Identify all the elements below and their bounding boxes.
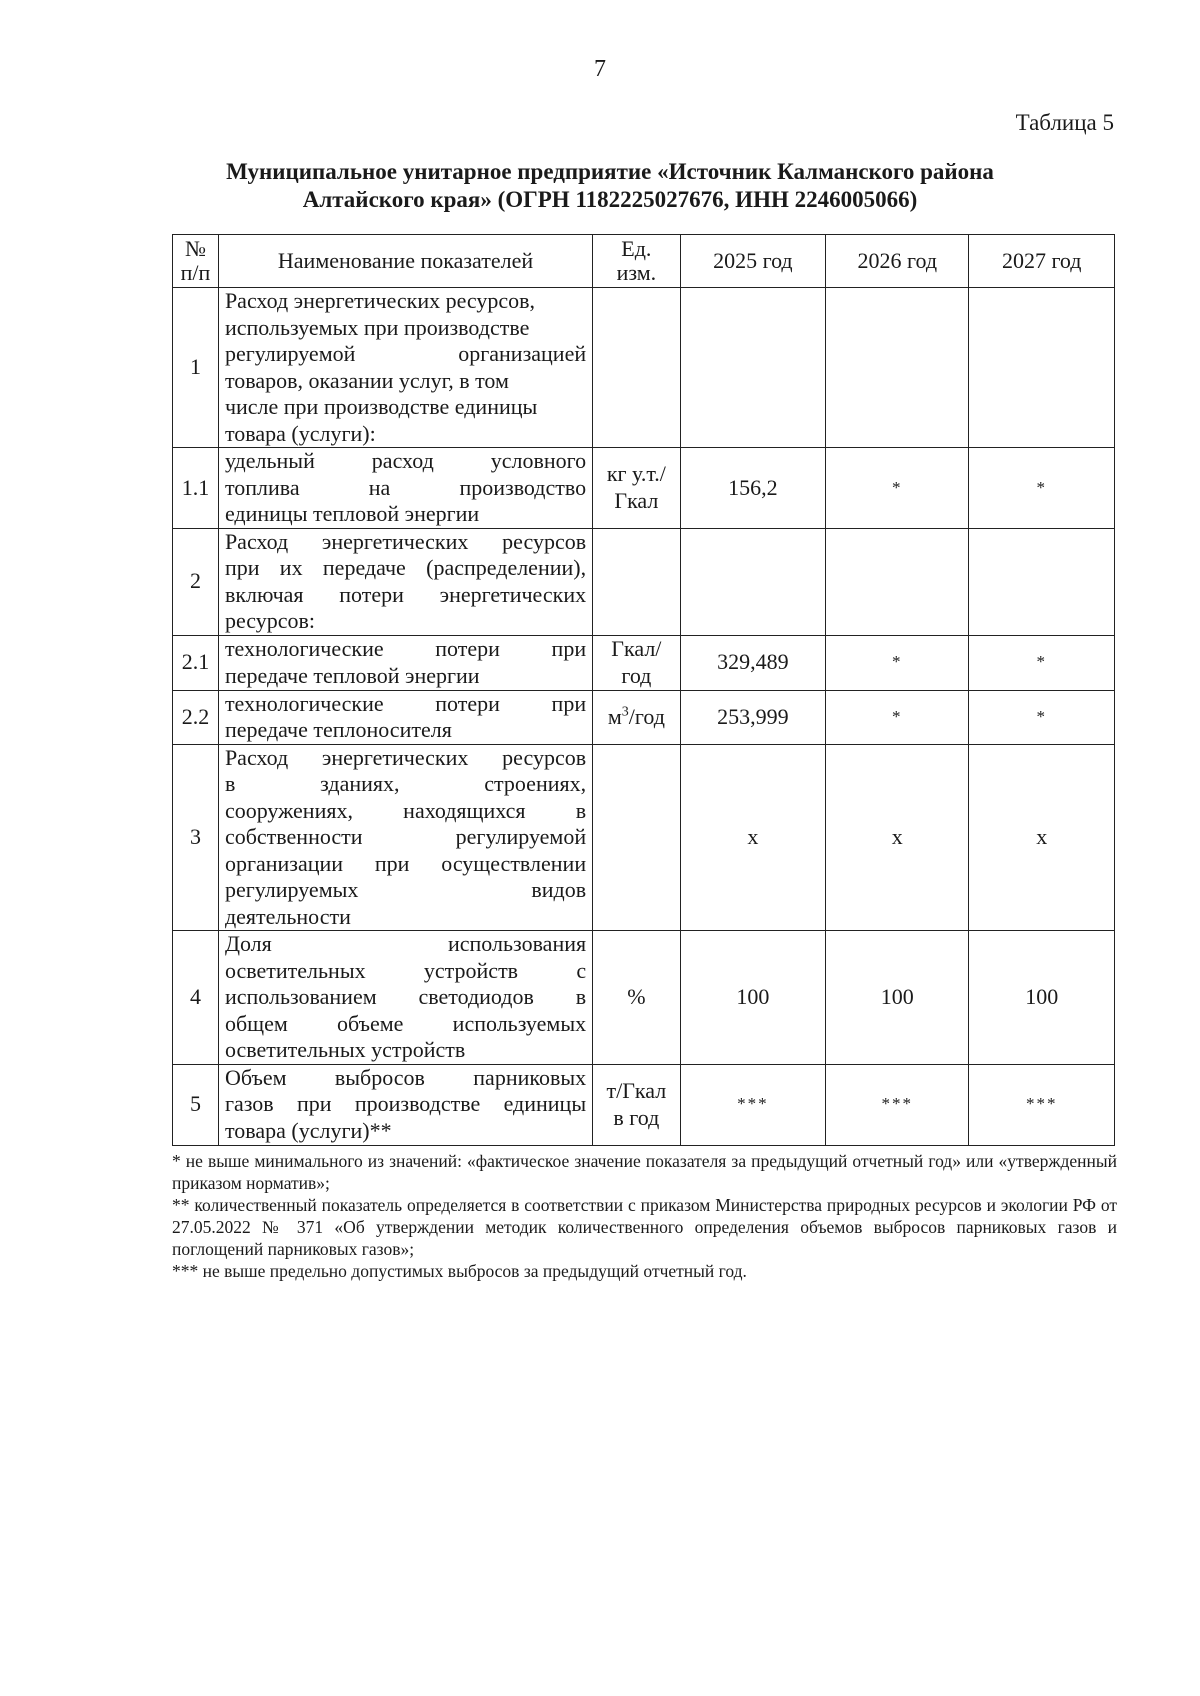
row-num: 2.2 [173,690,219,744]
header-2025: 2025 год [680,235,826,288]
row-unit [593,744,681,931]
page-number: 7 [594,56,606,82]
row-value-2026 [826,288,969,448]
row-name: удельный расход условного топлива на производство единицы тепловой энергии [218,448,592,529]
header-2027: 2027 год [969,235,1115,288]
header-2026: 2026 год [826,235,969,288]
row-value-2025 [680,528,826,635]
header-num: № п/п [173,235,219,288]
row-value-2026: * [826,690,969,744]
row-value-2027 [969,528,1115,635]
table-row [173,635,1115,690]
row-value-2027: * [969,690,1115,744]
header-name: Наименование показателей [218,235,592,288]
document-title [180,158,1040,214]
table-row [173,1064,1115,1145]
row-value-2027: 100 [969,931,1115,1065]
row-value-2025: 100 [680,931,826,1065]
table-row [173,744,1115,931]
table-label: Таблица 5 [1015,110,1114,135]
row-value-2026: 100 [826,931,969,1065]
row-value-2026: * [826,448,969,529]
row-name: Объем выбросов парниковых газов при производстве единицы товара (услуги)** [218,1064,592,1145]
row-num: 1.1 [173,448,219,529]
row-value-2025: 156,2 [680,448,826,529]
row-unit: $м^3$/год [593,690,681,744]
row-name: Расход энергетических ресурсов при их передаче (распределении), включая потери энергетических ресурсов: [218,528,592,635]
row-value-2026: *** [826,1064,969,1145]
row-value-2027: * [969,448,1115,529]
row-num: 2 [173,528,219,635]
row-name: Расход энергетических ресурсов в зданиях, строениях, сооружениях, находящихся в собственности регулируемой организации при осуществлении регулируемых видов деятельности [218,744,592,931]
row-value-2025: *** [680,1064,826,1145]
footnote-1: * не выше минимального из значений: «фактическое значение показателя за предыдущий отчетный год» или «утвержденный приказом норматив»; [172,1151,1117,1193]
row-num: 1 [173,288,219,448]
row-unit [593,288,681,448]
row-unit: кг у.т./ Гкал [593,448,681,529]
row-value-2026: х [826,744,969,931]
row-name: Доля использования осветительных устройств с использованием светодиодов в общем объеме используемых осветительных устройств [218,931,592,1065]
row-name: Расход энергетических ресурсов, используемых при производстве регулируемой организацией товаров, оказании услуг, в том числе при производстве единицы товара (услуги): [218,288,592,448]
table-row [173,528,1115,635]
row-num: 4 [173,931,219,1065]
row-num: 2.1 [173,635,219,690]
table-row [173,690,1115,744]
row-value-2025: 253,999 [680,690,826,744]
row-value-2026 [826,528,969,635]
table-row [173,288,1115,448]
row-name: технологические потери при передаче тепловой энергии [218,635,592,690]
row-unit: Гкал/ год [593,635,681,690]
title-line-2: Алтайского края» (ОГРН 1182225027676, ИНН 2246005066) [302,187,918,212]
row-value-2027: х [969,744,1115,931]
footnotes [172,1150,1117,1282]
row-value-2025: х [680,744,826,931]
row-value-2025: 329,489 [680,635,826,690]
table-header-row [173,235,1115,288]
row-num: 3 [173,744,219,931]
row-num: 5 [173,1064,219,1145]
footnote-2: ** количественный показатель определяется в соответствии с приказом Министерства природных ресурсов и экологии РФ от 27.05.2022 № 371 «Об утверждении методик количественного определения объемов выбросов парниковых газов и поглощений парниковых газов»; [172,1195,1117,1259]
indicators-table [172,234,1115,1146]
header-unit: Ед. изм. [593,235,681,288]
row-value-2027: * [969,635,1115,690]
row-value-2026: * [826,635,969,690]
footnote-3: *** не выше предельно допустимых выбросов за предыдущий отчетный год. [172,1261,747,1281]
row-value-2027 [969,288,1115,448]
row-unit [593,528,681,635]
row-value-2027: *** [969,1064,1115,1145]
row-unit: т/Гкал в год [593,1064,681,1145]
title-line-1: Муниципальное унитарное предприятие «Источник Калманского района [226,159,994,184]
table-row [173,931,1115,1065]
row-unit: % [593,931,681,1065]
table-row [173,448,1115,529]
row-value-2025 [680,288,826,448]
row-name: технологические потери при передаче теплоносителя [218,690,592,744]
